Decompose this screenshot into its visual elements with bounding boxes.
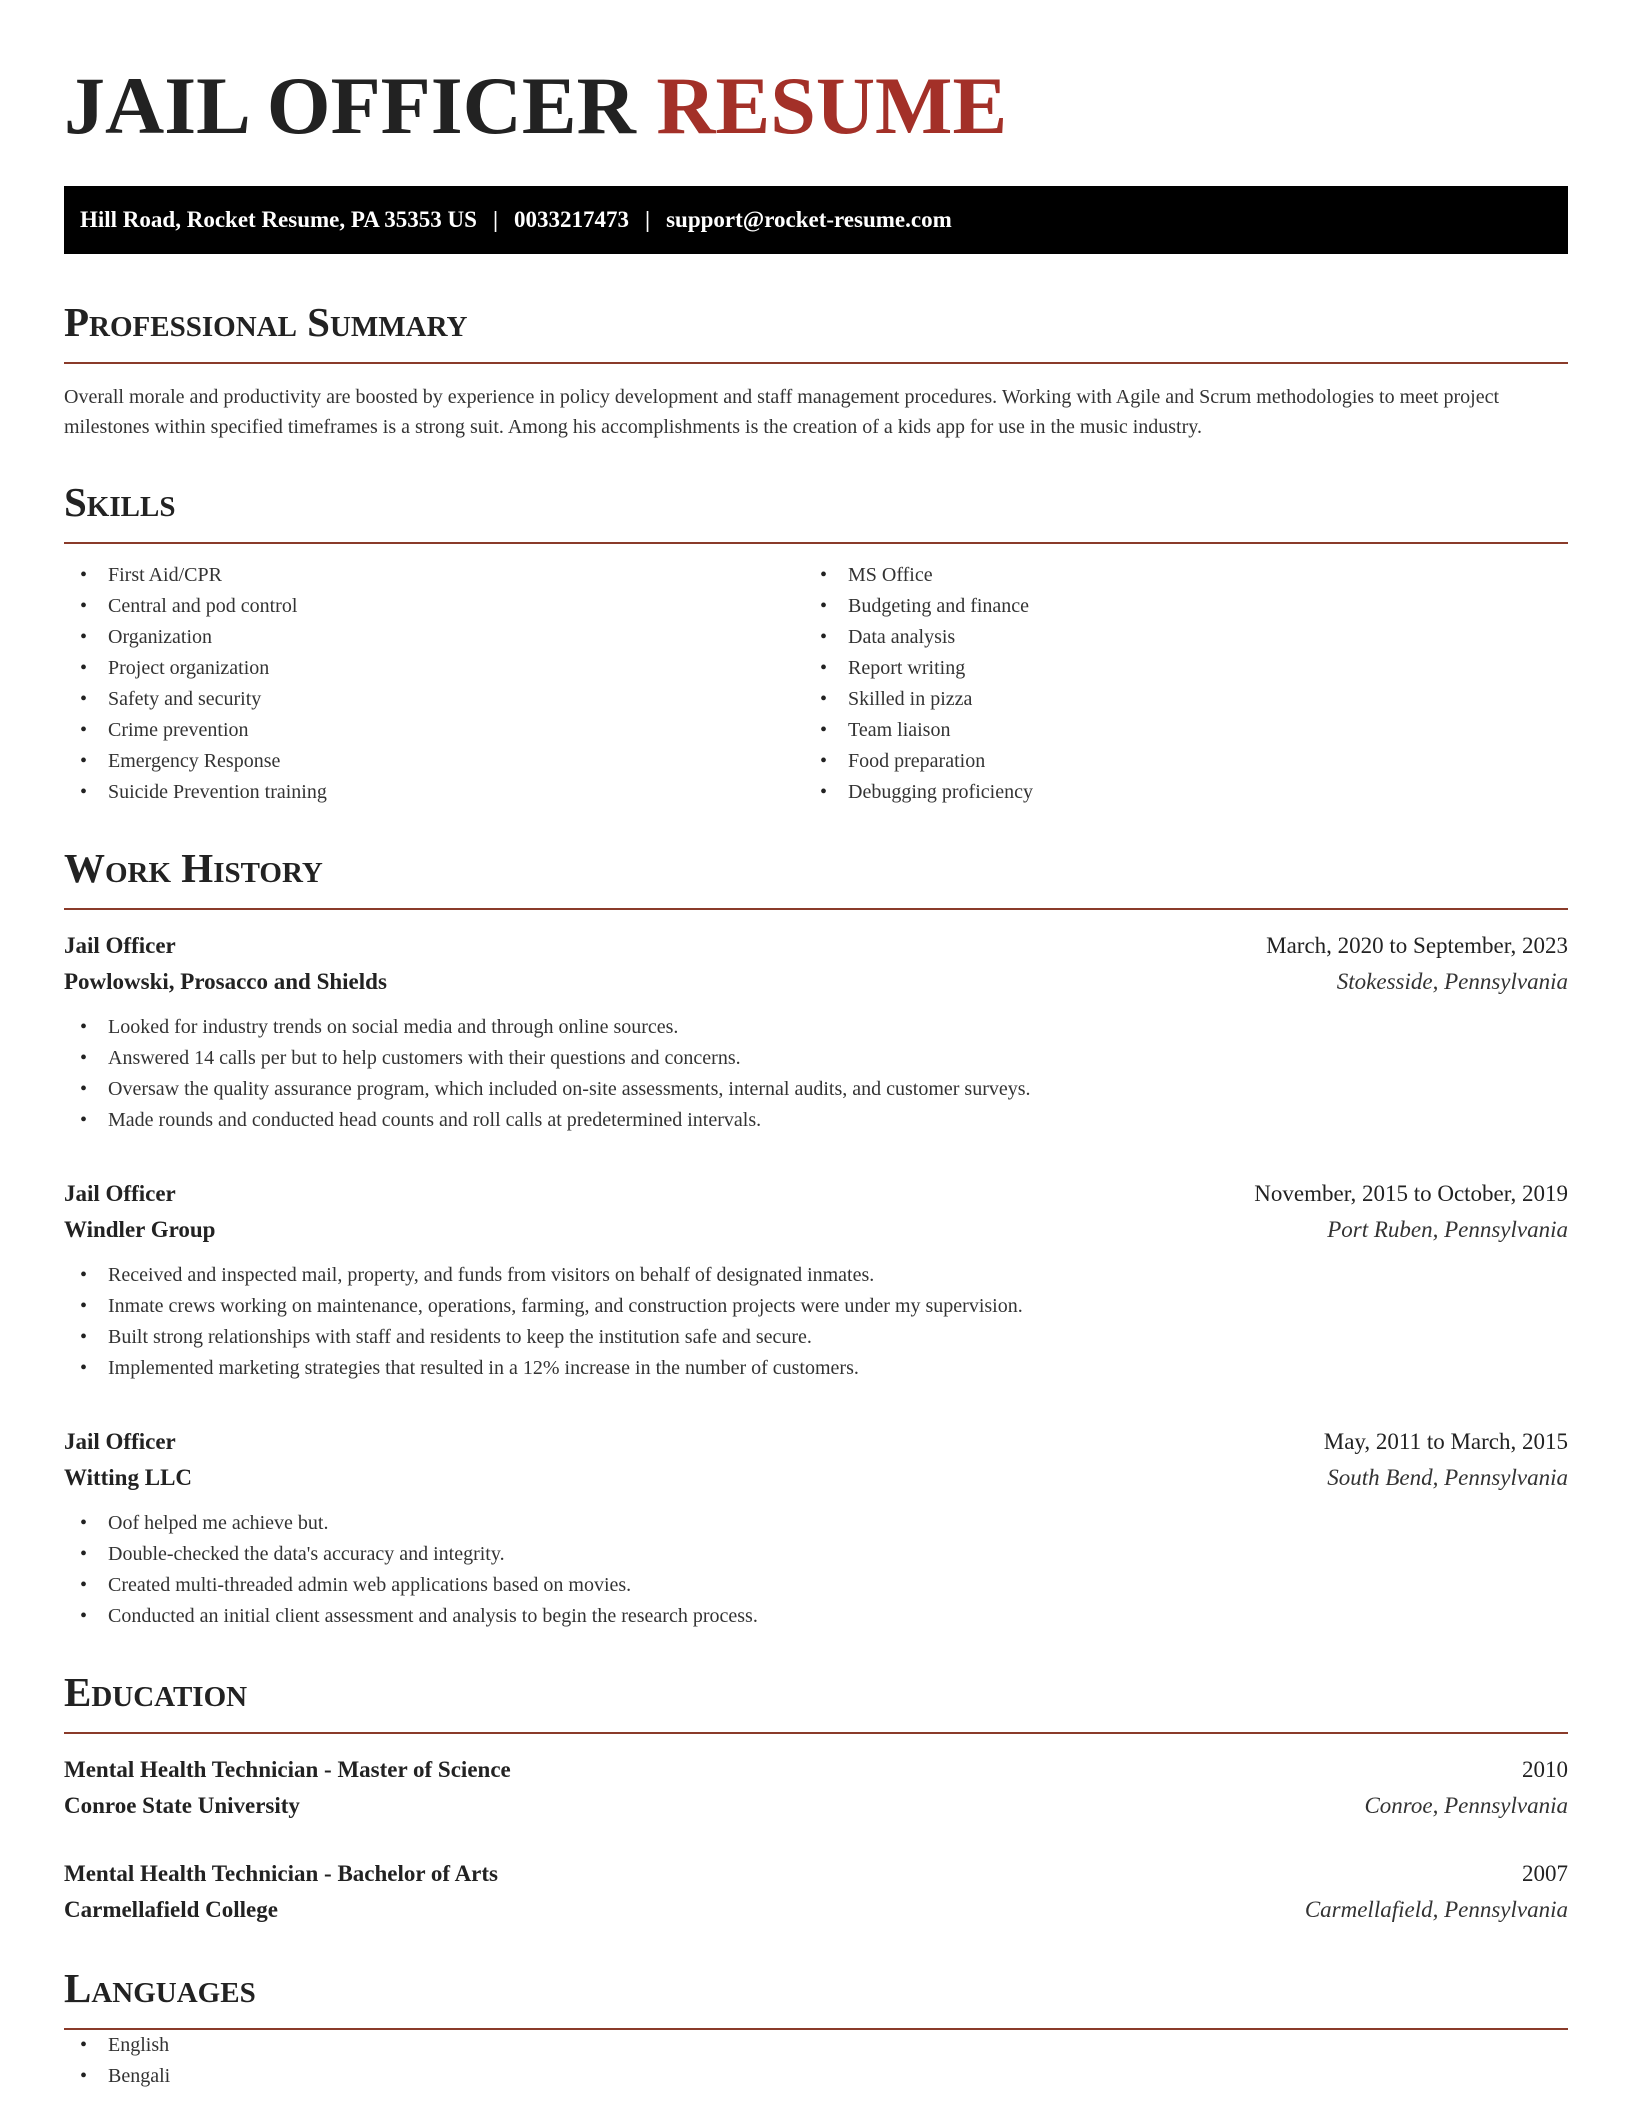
job-duty: • Conducted an initial client assessment and analysis to begin the research process. [64,1601,1568,1632]
skills-list [64,560,1568,808]
skills-column-left [64,560,804,808]
education-school-row [64,1788,1568,1824]
languages-heading: Languages [64,1962,1568,2030]
job-duty: • Built strong relationships with staff and residents to keep the institution safe and secure. [64,1322,1568,1353]
summary-heading: Professional Summary [64,296,1568,364]
job-title: Jail Officer [64,1181,176,1206]
education-location: Carmellafield, Pennsylvania [1304,1897,1568,1922]
job-company-row [64,964,1568,1000]
education-year: 2007 [1522,1861,1568,1886]
job-duty: • Answered 14 calls per but to help customers with their questions and concerns. [64,1043,1568,1074]
job-dates: November, 2015 to October, 2019 [1254,1181,1568,1206]
job-header-row [64,1176,1568,1212]
job-dates: May, 2011 to March, 2015 [1323,1429,1568,1454]
education-degree-row [64,1856,1568,1892]
languages-list [64,2030,1568,2092]
contact-phone: 0033217473 [514,207,630,232]
contact-bar [64,186,1568,254]
contact-email[interactable]: support@rocket-resume.com [666,207,952,232]
job-entry [64,1424,1568,1632]
job-dates: March, 2020 to September, 2023 [1266,933,1568,958]
contact-separator: | [492,207,499,232]
job-duty: • Oversaw the quality assurance program, which included on-site assessments, internal audits, and customer surveys. [64,1074,1568,1105]
job-company-row [64,1212,1568,1248]
education-heading: Education [64,1666,1568,1734]
work-history-heading: Work History [64,842,1568,910]
job-company: Windler Group [64,1217,216,1242]
job-header-row [64,1424,1568,1460]
skill-item: • Budgeting and finance [804,591,1544,622]
skill-item: • Project organization [64,653,804,684]
skill-item: • First Aid/CPR [64,560,804,591]
education-degree: Mental Health Technician - Bachelor of Arts [64,1861,499,1886]
job-company: Powlowski, Prosacco and Shields [64,969,387,994]
language-item: • Bengali [64,2061,1568,2092]
education-location: Conroe, Pennsylvania [1364,1793,1568,1818]
education-entry [64,1752,1568,1824]
job-entry [64,1176,1568,1384]
job-duty: • Implemented marketing strategies that resulted in a 12% increase in the number of customers. [64,1353,1568,1384]
job-header-row [64,928,1568,964]
job-duties [64,1012,1568,1136]
job-title: Jail Officer [64,1429,176,1454]
job-company: Witting LLC [64,1465,193,1490]
skills-column-right [804,560,1544,808]
skill-item: • Central and pod control [64,591,804,622]
skill-item: • Suicide Prevention training [64,777,804,808]
skill-item: • Organization [64,622,804,653]
skill-item: • MS Office [804,560,1544,591]
skill-item: • Emergency Response [64,746,804,777]
skill-item: • Safety and security [64,684,804,715]
skill-item: • Food preparation [804,746,1544,777]
job-duty: • Created multi-threaded admin web applications based on movies. [64,1570,1568,1601]
skill-item: • Crime prevention [64,715,804,746]
title-main: JAIL OFFICER [64,60,636,151]
job-duty: • Double-checked the data's accuracy and integrity. [64,1539,1568,1570]
education-school: Carmellafield College [64,1897,278,1922]
job-location: Stokesside, Pennsylvania [1336,969,1568,994]
summary-text: Overall morale and productivity are boosted by experience in policy development and staff management procedures. Working with Agile and Scrum methodologies to meet project milestones within specified timeframes is a strong suit. Among his accomplishments is the creation of a kids app for use in the music industry. [64,386,1500,438]
education-degree-row [64,1752,1568,1788]
skill-item: • Debugging proficiency [804,777,1544,808]
job-company-row [64,1460,1568,1496]
education-degree: Mental Health Technician - Master of Science [64,1757,511,1782]
job-location: South Bend, Pennsylvania [1327,1465,1568,1490]
skill-item: • Report writing [804,653,1544,684]
skill-item: • Data analysis [804,622,1544,653]
title-accent: RESUME [656,60,1008,151]
education-entry [64,1856,1568,1928]
contact-separator: | [645,207,651,232]
education-school: Conroe State University [64,1793,300,1818]
job-duty: • Received and inspected mail, property, and funds from visitors on behalf of designated inmates. [64,1260,1568,1291]
skills-heading: Skills [64,476,1568,544]
job-location: Port Ruben, Pennsylvania [1327,1217,1568,1242]
job-entry [64,928,1568,1136]
job-duty: • Inmate crews working on maintenance, operations, farming, and construction projects were under my supervision. [64,1291,1568,1322]
contact-address: Hill Road, Rocket Resume, PA 35353 US [80,207,477,232]
education-school-row [64,1892,1568,1928]
job-duty: • Looked for industry trends on social media and through online sources. [64,1012,1568,1043]
job-duties [64,1260,1568,1384]
language-item: • English [64,2030,1568,2061]
job-duty: • Made rounds and conducted head counts and roll calls at predetermined intervals. [64,1105,1568,1136]
skill-item: • Skilled in pizza [804,684,1544,715]
skill-item: • Team liaison [804,715,1544,746]
job-title: Jail Officer [64,933,176,958]
education-year: 2010 [1522,1757,1568,1782]
job-duties [64,1508,1568,1632]
job-duty: • Oof helped me achieve but. [64,1508,1568,1539]
resume-title [64,0,1568,154]
